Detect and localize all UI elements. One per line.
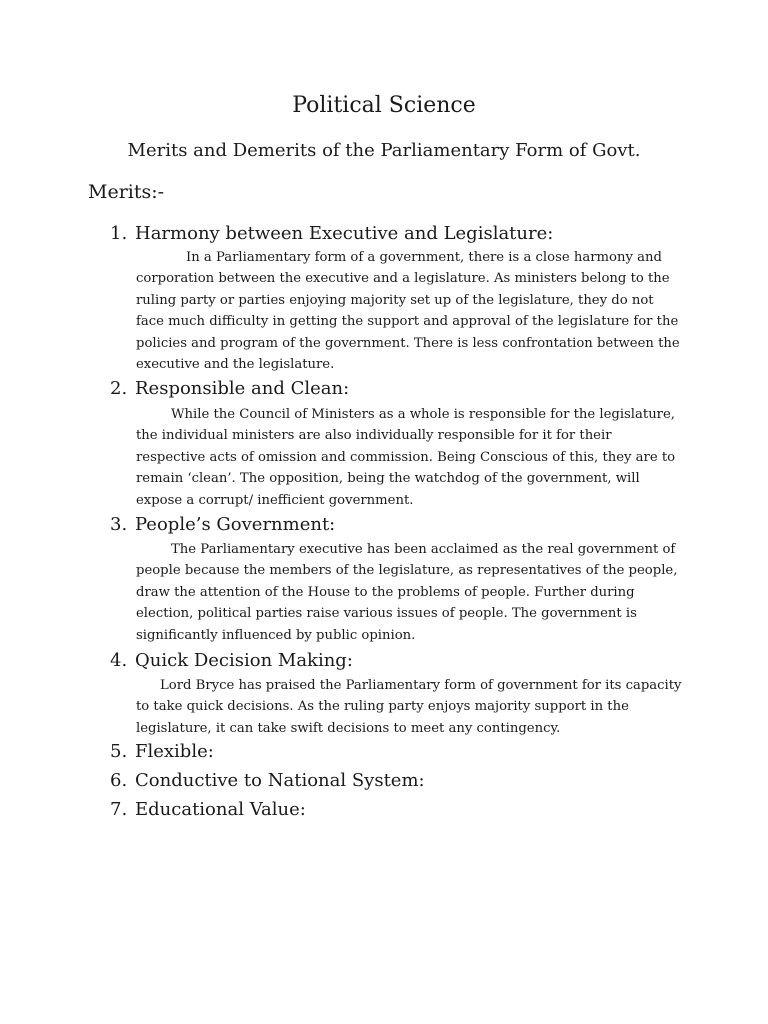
paragraph-line: significantly influenced by public opinion. — [136, 627, 416, 643]
merit-number: 2. — [110, 378, 128, 399]
paragraph-line: The Parliamentary executive has been acclaimed as the real government of — [171, 542, 676, 557]
paragraph-line: While the Council of Ministers as a whole is responsible for the legislature, — [171, 407, 675, 422]
merit-title: Educational Value: — [135, 799, 306, 820]
paragraph-line: In a Parliamentary form of a government, there is a close harmony and — [186, 250, 662, 265]
paragraph-line: legislature, it can take swift decisions to meet any contingency. — [136, 720, 561, 736]
merit-paragraph-peoples-government — [136, 539, 676, 646]
paragraph-line: respective acts of omission and commission. Being Conscious of this, they are to — [136, 449, 676, 465]
paragraph-line: ruling party or parties enjoying majority set up of the legislature, they do not — [136, 292, 654, 308]
document-title: Political Science — [292, 93, 476, 118]
merit-number: 6. — [110, 770, 128, 791]
paragraph-line: expose a corrupt/ inefficient government. — [136, 492, 414, 508]
paragraph-line: Lord Bryce has praised the Parliamentary form of government for its capacity — [160, 678, 682, 693]
paragraph-line: election, political parties raise various issues of people. The government is — [136, 606, 637, 622]
paragraph-line: policies and program of the government. There is less confrontation between the — [136, 335, 680, 351]
paragraph-line: face much difficulty in getting the support and approval of the legislature for the — [136, 314, 679, 330]
paragraph-line: people because the members of the legislature, as representatives of the people, — [136, 563, 678, 579]
merit-heading-peoples-government — [110, 513, 690, 537]
merit-paragraph-quick-decision — [136, 675, 682, 739]
merit-title: Conductive to National System: — [135, 770, 425, 791]
merit-title: People’s Government: — [135, 514, 336, 535]
merit-number: 4. — [110, 650, 128, 671]
merit-number: 3. — [110, 514, 128, 535]
merit-number: 1. — [110, 223, 128, 244]
paragraph-line: the individual ministers are also individually responsible for it for their — [136, 428, 612, 444]
document-subtitle: Merits and Demerits of the Parliamentary Form of Govt. — [127, 140, 641, 161]
paragraph-line: draw the attention of the House to the problems of people. Further during — [136, 584, 635, 600]
paragraph-line: to take quick decisions. As the ruling party enjoys majority support in the — [136, 699, 629, 715]
merit-title: Quick Decision Making: — [135, 650, 353, 671]
merit-heading-flexible — [110, 740, 690, 764]
paragraph-line: executive and the legislature. — [136, 357, 335, 373]
merit-paragraph-responsible — [136, 404, 676, 511]
merit-title: Responsible and Clean: — [135, 378, 350, 399]
merit-paragraph-harmony — [136, 247, 680, 375]
section-heading-merits: Merits:- — [88, 181, 165, 203]
merit-heading-educational-value — [110, 798, 690, 822]
merit-number: 5. — [110, 741, 128, 762]
merit-heading-responsible — [110, 377, 690, 401]
merit-number: 7. — [110, 799, 128, 820]
merit-heading-quick-decision — [110, 649, 690, 673]
merit-title: Flexible: — [135, 741, 214, 762]
paragraph-line: corporation between the executive and a legislature. As ministers belong to the — [136, 271, 670, 287]
merit-title: Harmony between Executive and Legislature: — [135, 223, 554, 244]
merit-heading-harmony — [110, 222, 690, 246]
paragraph-line: remain ‘clean’. The opposition, being the watchdog of the government, will — [136, 471, 640, 487]
merit-heading-national-system — [110, 769, 690, 793]
